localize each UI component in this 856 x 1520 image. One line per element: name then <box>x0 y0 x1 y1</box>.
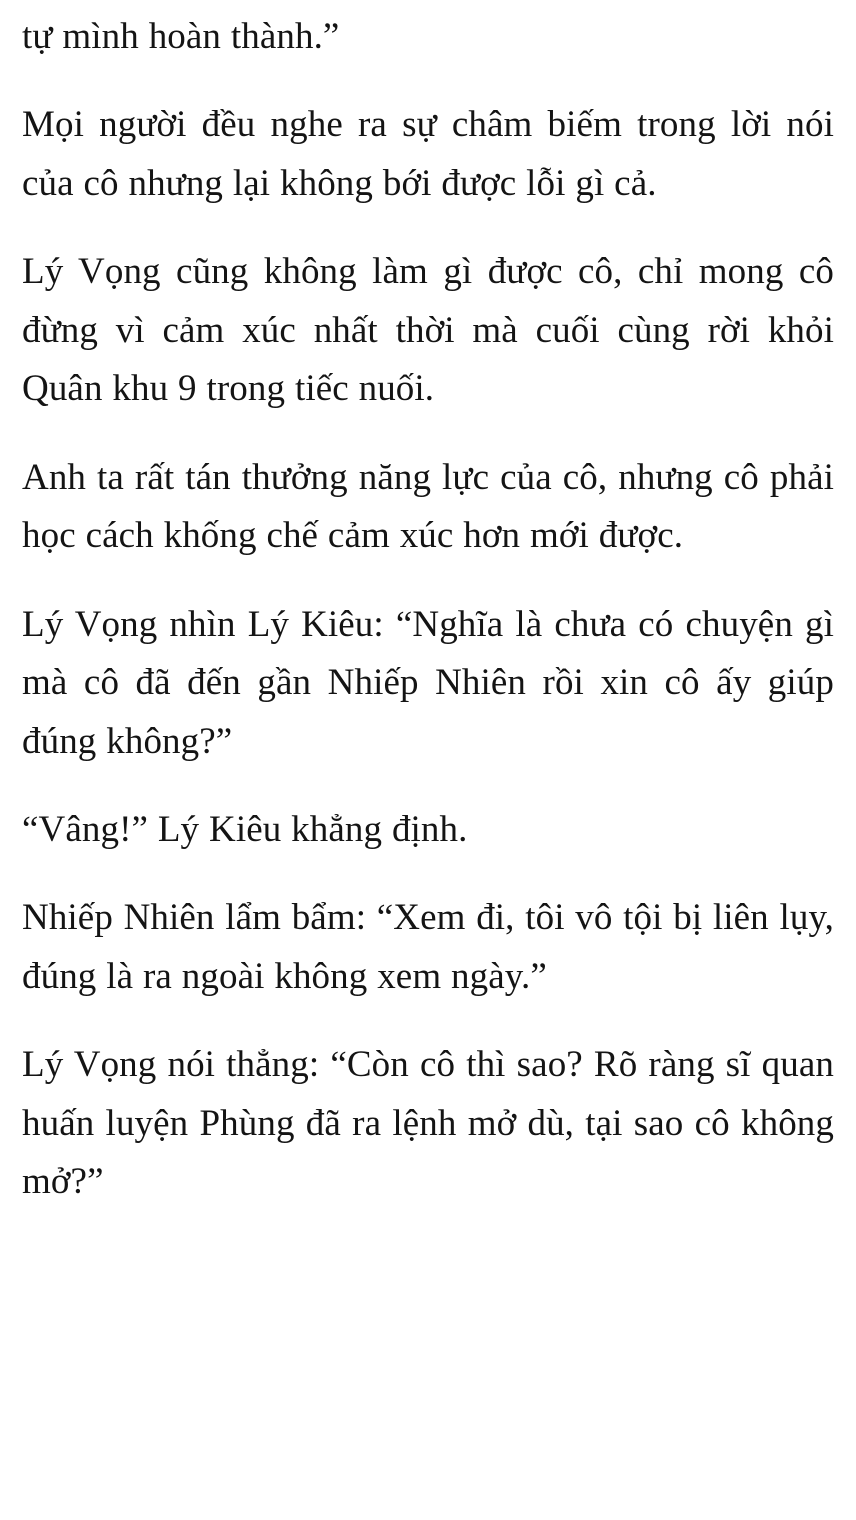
paragraph: Anh ta rất tán thưởng năng lực của cô, nhưng cô phải học cách khống chế cảm xúc hơn mới được. <box>22 456 834 557</box>
paragraph: Mọi người đều nghe ra sự châm biếm trong lời nói của cô nhưng lại không bới được lỗi gì cả. <box>22 104 834 204</box>
reader-content <box>0 8 856 1212</box>
paragraph: Lý Vọng nhìn Lý Kiêu: “Nghĩa là chưa có chuyện gì mà cô đã đến gần Nhiếp Nhiên rồi xin cô ấy giúp đúng không?” <box>22 603 834 762</box>
paragraph: Lý Vọng nói thẳng: “Còn cô thì sao? Rõ ràng sĩ quan huấn luyện Phùng đã ra lệnh mở dù, tại sao cô không mở?” <box>22 1044 834 1203</box>
paragraph: Lý Vọng cũng không làm gì được cô, chỉ mong cô đừng vì cảm xúc nhất thời mà cuối cùng rời khỏi Quân khu 9 trong tiếc nuối. <box>22 251 834 410</box>
paragraph: tự mình hoàn thành.” <box>22 16 340 57</box>
paragraph: “Vâng!” Lý Kiêu khẳng định. <box>22 808 468 850</box>
paragraph: Nhiếp Nhiên lẩm bẩm: “Xem đi, tôi vô tội bị liên lụy, đúng là ra ngoài không xem ngày.” <box>22 897 834 997</box>
